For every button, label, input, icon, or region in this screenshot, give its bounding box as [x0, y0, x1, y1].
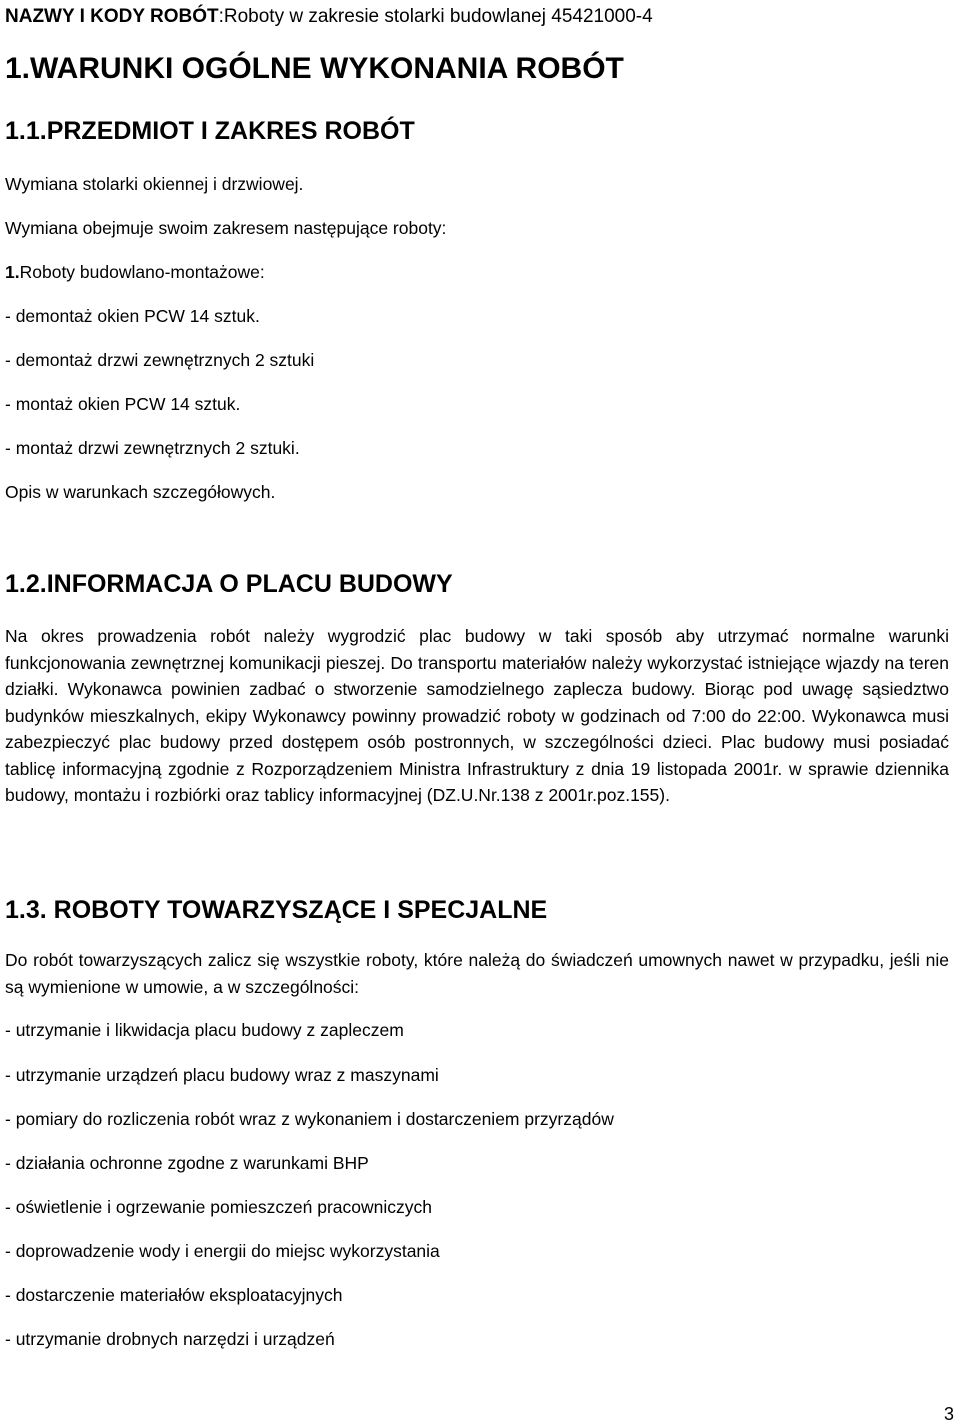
- scope-group-heading: [5, 262, 265, 283]
- document-codes-line: [5, 6, 653, 28]
- list-item: - działania ochronne zgodne z warunkami BHP: [5, 1153, 369, 1173]
- scope-item: - montaż okien PCW 14 sztuk.: [5, 394, 241, 414]
- subsection-1-2-title: 1.2.INFORMACJA O PLACU BUDOWY: [5, 570, 453, 598]
- list-item: - dostarczenie materiałów eksploatacyjnych: [5, 1285, 343, 1305]
- list-item: - oświetlenie i ogrzewanie pomieszczeń pracowniczych: [5, 1197, 432, 1217]
- list-item: - utrzymanie drobnych narzędzi i urządzeń: [5, 1329, 335, 1349]
- accompanying-works-paragraph: Do robót towarzyszących zalicz się wszystkie roboty, które należą do świadczeń umownych nawet w przypadku, jeśli nie są wymienione w umowie, a w szczególności:: [5, 950, 949, 997]
- list-item: - doprowadzenie wody i energii do miejsc wykorzystania: [5, 1241, 440, 1261]
- subsection-1-3-title: 1.3. ROBOTY TOWARZYSZĄCE I SPECJALNE: [5, 896, 548, 924]
- scope-item: - demontaż okien PCW 14 sztuk.: [5, 306, 260, 326]
- scope-group-label: Roboty budowlano-montażowe:: [19, 262, 265, 282]
- list-item: - utrzymanie i likwidacja placu budowy z zapleczem: [5, 1020, 404, 1040]
- list-item: - pomiary do rozliczenia robót wraz z wykonaniem i dostarczeniem przyrządów: [5, 1109, 614, 1129]
- scope-group-number: 1.: [5, 262, 20, 282]
- section-title: 1.WARUNKI OGÓLNE WYKONANIA ROBÓT: [5, 52, 624, 85]
- codes-label: NAZWY I KODY ROBÓT: [5, 6, 219, 27]
- site-info-paragraph: Na okres prowadzenia robót należy wygrodzić plac budowy w taki sposób aby utrzymać normalne warunki funkcjonowania zewnętrznej komunikacji pieszej. Do transportu materiałów należy wykorzystać istniejące wjazdy na teren działki. Wykonawca powinien zadbać o stworzenie samodzielnego zaplecza budowy. Biorąc pod uwagę sąsiedztwo budynków mieszkalnych, ekipy Wykonawcy powinny prowadzić roboty w godzinach od 7:00 do 22:00. Wykonawca musi zabezpieczyć plac budowy przed dostępem osób postronnych, w szczególności dzieci. Plac budowy musi posiadać tablicę informacyjną zgodnie z Rozporządzeniem Ministra Infrastruktury z dnia 19 listopada 2001r. w sprawie dziennika budowy, montażu i rozbiórki oraz tablicy informacyjnej (DZ.U.Nr.138 z 2001r.poz.155).: [5, 626, 949, 805]
- scope-line-1: Wymiana stolarki okiennej i drzwiowej.: [5, 174, 304, 194]
- list-item: - utrzymanie urządzeń placu budowy wraz z maszynami: [5, 1065, 439, 1085]
- codes-text: :Roboty w zakresie stolarki budowlanej 45421000-4: [218, 6, 653, 27]
- subsection-1-1-title: 1.1.PRZEDMIOT I ZAKRES ROBÓT: [5, 117, 415, 145]
- scope-note: Opis w warunkach szczegółowych.: [5, 482, 276, 502]
- scope-line-2: Wymiana obejmuje swoim zakresem następujące roboty:: [5, 218, 447, 238]
- scope-item: - montaż drzwi zewnętrznych 2 sztuki.: [5, 438, 300, 458]
- scope-item: - demontaż drzwi zewnętrznych 2 sztuki: [5, 350, 315, 370]
- page-number: 3: [943, 1404, 954, 1424]
